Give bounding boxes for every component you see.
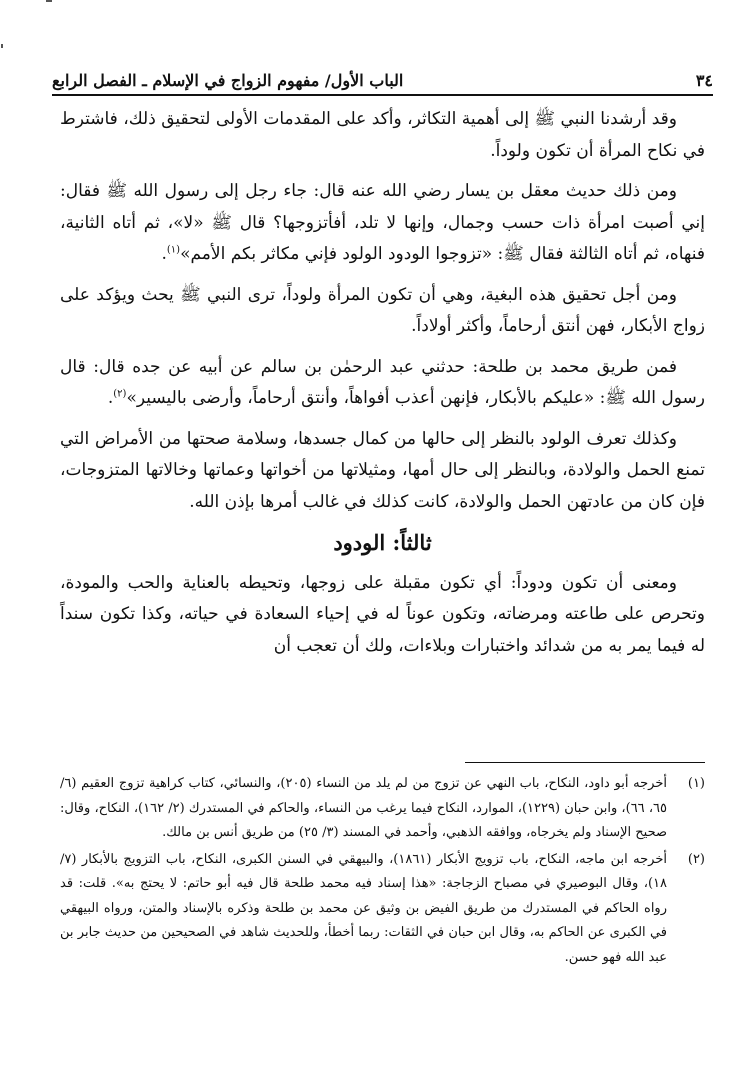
footnote-text: أخرجه أبو داود، النكاح، باب النهي عن تزوج من لم يلد من النساء (٢٠٥)، والنسائي، كتاب كراهية تزوج العقيم (٦/ ٦٥، ٦٦)، وابن حبان (١٢٢٩)، الموارد، النكاح فيما يرغب من النساء، والحاكم في المستدرك (٢/ ١٦٢)، النكاح، وقال: صحيح الإسناد ولم يخرجاه، ووافقه الذهبي، وأحمد في المسند (٣/ ٢٥) من طريق أنس بن مالك. — [60, 776, 668, 840]
footnotes — [60, 772, 705, 972]
footnote-rule — [465, 762, 705, 763]
footnote-ref[interactable]: (٢) — [113, 388, 127, 400]
footnote-number: (١) — [687, 776, 705, 791]
section-title: ثالثاً: الودود — [333, 530, 432, 555]
page-header — [52, 60, 713, 90]
footnote-number: (٢) — [687, 851, 705, 867]
paragraph: وقد أرشدنا النبي ﷺ إلى أهمية التكاثر، وأكد على المقدمات الأولى لتحقيق ذلك، فاشترط في نكاح المرأة أن تكون ولوداً. — [60, 109, 705, 161]
running-title: الباب الأول/ مفهوم الزواج في الإسلام ـ الفصل الرابع — [52, 71, 404, 90]
scan-mark — [46, 0, 52, 2]
paragraph: وكذلك تعرف الولود بالنظر إلى حالها من كمال جسدها، وسلامة صحتها من الأمراض التي تمنع الحمل والولادة، وبالنظر إلى حال أمها، ومثيلاتها من أخواتها وعماتها وخالاتها المتزوجات، فإن كان من عادتهن الحمل والولادة، كانت كذلك في غالب أمرها بإذن الله. — [60, 428, 705, 512]
main-text — [60, 104, 705, 671]
footnote-ref[interactable]: (١) — [166, 244, 181, 256]
scan-mark — [1, 44, 3, 48]
paragraph: ومعنى أن تكون ودوداً: أي تكون مقبلة على زوجها، وتحيطه بالعناية والحب والمودة، وتحرص على طاعته ومرضاته، وتكون عوناً له في إحياء السعادة في حياته، وكذا تكون سنداً له فيما يمر به من شدائد واختبارات وبلاءات، ولك أن تعجب أن — [60, 572, 705, 656]
footnote-text: أخرجه ابن ماجه، النكاح، باب تزويج الأبكار (١٨٦١)، والبيهقي في السنن الكبرى، النكاح، باب التزويج بالأبكار (٧/ ١٨)، وقال البوصيري في مصباح الزجاجة: «هذا إسناد فيه محمد طلحة قال فيه أبو حاتم: لا يحتج به». قلت: قد رواه الحاكم في المستدرك من طريق الفيض بن وثيق عن محمد بن طلحة وذكره بالإسناد والمتن، ورواه البيهقي في الكبرى عن الحاكم به، وقال ابن حبان في الثقات: ربما أخطأ، وللحديث شاهد في الصحيحين من حديث جابر بن عبد الله فهو حسن. — [60, 851, 667, 965]
footnote — [60, 772, 705, 846]
page-number: ٣٤ — [695, 71, 713, 90]
paragraph: فمن طريق محمد بن طلحة: حدثني عبد الرحمٰن بن سالم عن أبيه عن جده قال: قال رسول الله ﷺ: «عليكم بالأبكار، فإنهن أعذب أفواهاً، وأنتق أرحاماً، وأرضى باليسير»$^{(٢)}$. — [60, 356, 705, 408]
paragraph: ومن ذلك حديث معقل بن يسار رضي الله عنه قال: جاء رجل إلى رسول الله ﷺ فقال: إني أصبت امرأة ذات حسب وجمال، وإنها لا تلد، أفأتزوجها؟ قال ﷺ «لا»، ثم أتاه الثانية، فنهاه، ثم أتاه الثالثة فقال ﷺ: «تزوجوا الودود الولود فإني مكاثر بكم الأمم»$^{(١)}$. — [60, 181, 705, 264]
paragraph: ومن أجل تحقيق هذه البغية، وهي أن تكون المرأة ولوداً، ترى النبي ﷺ يحث ويؤكد على زواج الأبكار، فهن أنتق أرحاماً، وأكثر أولاداً. — [60, 284, 705, 336]
header-rule — [52, 94, 713, 96]
footnote — [60, 848, 705, 971]
